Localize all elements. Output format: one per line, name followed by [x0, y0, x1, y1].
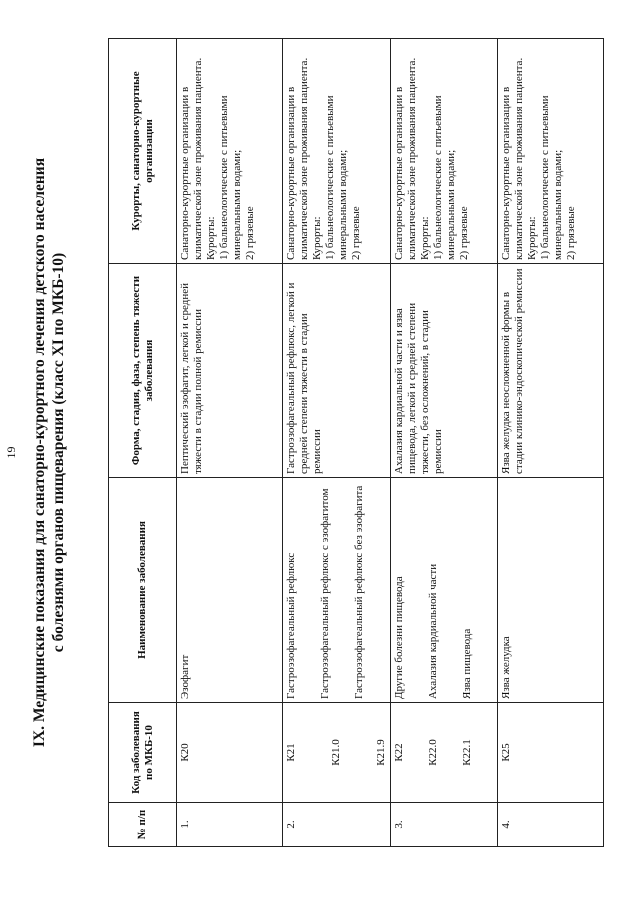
- disease-name-item: Гастроэзофагеальный рефлюкс с эзофагитом: [319, 488, 331, 699]
- code-item: К22: [393, 743, 405, 762]
- title-line-2: с болезнями органов пищеварения (класс XI по МКБ-10): [50, 252, 67, 653]
- row-resorts: [177, 39, 283, 264]
- indications-table: [108, 38, 604, 847]
- resort-line: Курорты:: [526, 216, 538, 260]
- page-number: 19: [4, 446, 18, 459]
- table-row: [177, 39, 283, 847]
- row-form: Пептический эзофагит, легкой и средней тяжести в стадии полной ремиссии: [177, 264, 283, 478]
- row-resorts: [283, 39, 391, 264]
- resort-line: Санаторно-курортные организации в климатической зоне проживания пациента.: [285, 57, 310, 260]
- resort-line: 2) грязевые: [565, 206, 577, 260]
- disease-name-item: Другие болезни пищевода: [393, 576, 405, 699]
- row-form: Язва желудка неосложненной формы в стадии клинико-эндоскопической ремиссии: [498, 264, 604, 478]
- row-resorts: [498, 39, 604, 264]
- code-item: К20: [179, 743, 191, 762]
- row-disease-name: [498, 478, 604, 703]
- row-number: 2.: [283, 803, 391, 847]
- resort-line: 2) грязевые: [350, 206, 362, 260]
- resort-line: 2) грязевые: [458, 206, 470, 260]
- row-disease-name: [391, 478, 498, 703]
- resort-line: 1) бальнеологические с питьевыми минеральными водами;: [432, 95, 457, 260]
- header-number: № п/п: [109, 803, 177, 847]
- disease-name-item: Гастроэзофагеальный рефлюкс: [285, 552, 297, 699]
- header-code: Код заболевания по МКБ-10: [109, 703, 177, 803]
- row-disease-name: [283, 478, 391, 703]
- row-number: 1.: [177, 803, 283, 847]
- disease-name-item: Эзофагит: [179, 654, 191, 699]
- row-form: Ахалазия кардиальной части и язва пищевода, легкой и средней степени тяжести, без осложнений, в стадии ремиссии: [391, 264, 498, 478]
- code-item: К22.1: [461, 739, 473, 766]
- row-disease-name: [177, 478, 283, 703]
- table-row: [283, 39, 391, 847]
- row-number: 3.: [391, 803, 498, 847]
- table-row: [498, 39, 604, 847]
- page-title: [30, 10, 68, 895]
- code-item: К21.0: [330, 739, 342, 766]
- table-row: [391, 39, 498, 847]
- resort-line: Курорты:: [205, 216, 217, 260]
- row-code: [391, 703, 498, 803]
- resort-line: Санаторно-курортные организации в климатической зоне проживания пациента.: [393, 57, 418, 260]
- header-form-stage: Форма, стадия, фаза, степень тяжести заболевания: [109, 264, 177, 478]
- title-line-1: IX. Медицинские показания для санаторно-курортного лечения детского населения: [31, 157, 48, 748]
- resort-line: 2) грязевые: [244, 206, 256, 260]
- header-disease-name: Наименование заболевания: [109, 478, 177, 703]
- disease-name-item: Язва пищевода: [461, 628, 473, 699]
- disease-name-item: Ахалазия кардиальной части: [427, 563, 439, 699]
- disease-name-item: Язва желудка: [500, 636, 512, 699]
- resort-line: 1) бальнеологические с питьевыми минеральными водами;: [218, 95, 243, 260]
- resort-line: Курорты:: [419, 216, 431, 260]
- row-form: Гастроэзофагеальный рефлюкс, легкой и средней степени тяжести в стадии ремиссии: [283, 264, 391, 478]
- resort-line: Санаторно-курортные организации в климатической зоне проживания пациента.: [500, 57, 525, 260]
- disease-name-item: Гастроэзофагеальный рефлюкс без эзофагита: [353, 485, 365, 699]
- resort-line: 1) бальнеологические с питьевыми минеральными водами;: [324, 95, 349, 260]
- header-resorts: Курорты, санаторно-курортные организации: [109, 39, 177, 264]
- resort-line: Курорты:: [311, 216, 323, 260]
- code-item: К21.9: [375, 739, 387, 766]
- resort-line: 1) бальнеологические с питьевыми минеральными водами;: [539, 95, 564, 260]
- code-item: К22.0: [427, 739, 439, 766]
- row-code: [498, 703, 604, 803]
- code-item: К25: [500, 743, 512, 762]
- row-code: [177, 703, 283, 803]
- row-code: [283, 703, 391, 803]
- code-item: К21: [285, 743, 297, 762]
- resort-line: Санаторно-курортные организации в климатической зоне проживания пациента.: [179, 57, 204, 260]
- row-resorts: [391, 39, 498, 264]
- table-header-row: [109, 39, 177, 847]
- row-number: 4.: [498, 803, 604, 847]
